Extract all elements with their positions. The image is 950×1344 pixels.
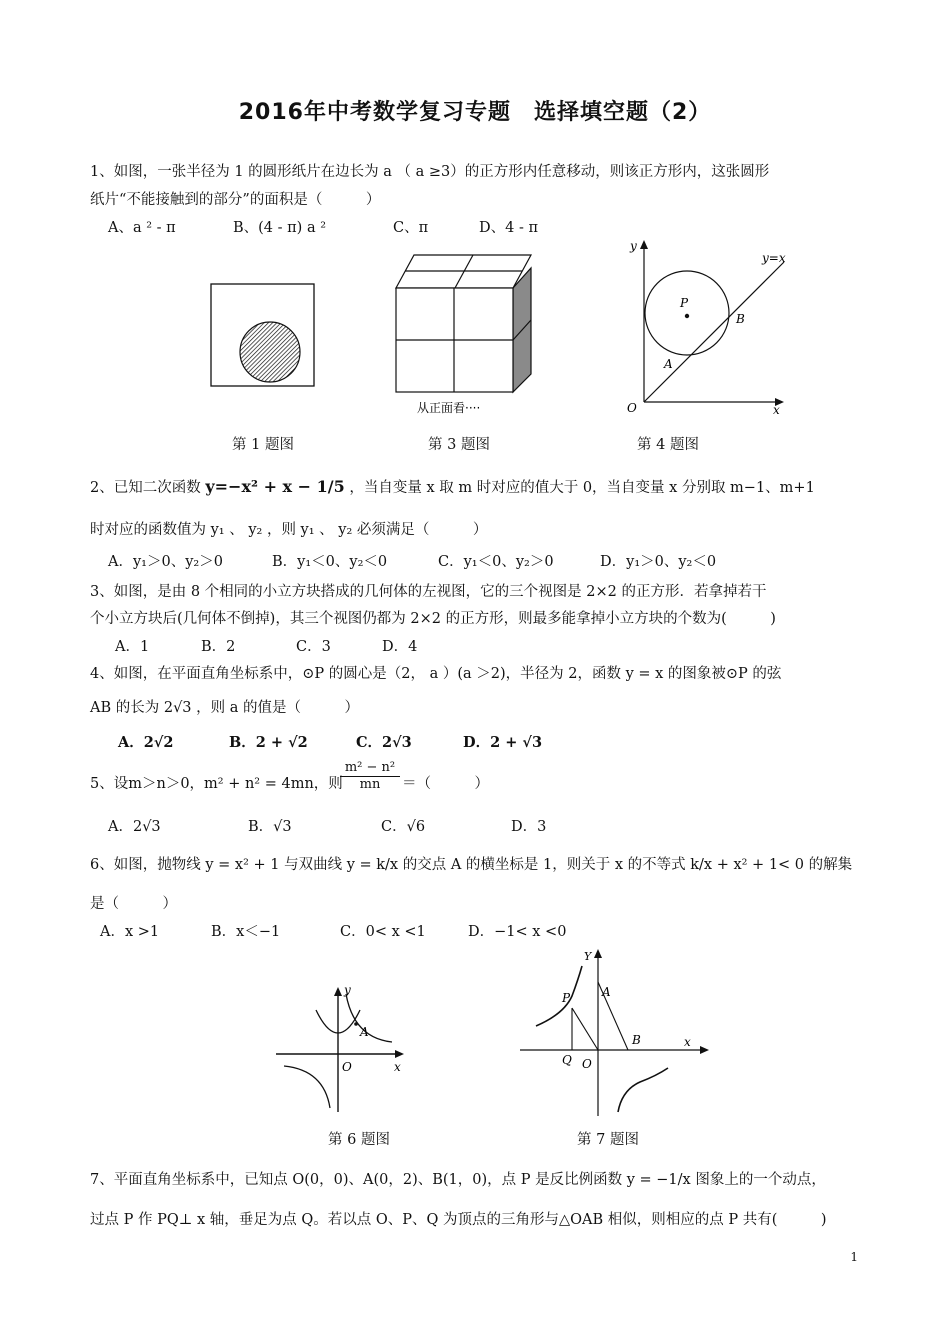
label-a: A xyxy=(360,1025,369,1039)
circle-p xyxy=(645,271,729,355)
q6-option-c: C．0< x <1 xyxy=(340,924,426,940)
point-a xyxy=(354,1022,358,1026)
q5-frac-num: m² − n² xyxy=(340,760,400,777)
q5-line1b: ＝（ ） xyxy=(402,776,489,792)
front-view-label: 从正面看···· xyxy=(417,401,481,415)
q2-formula: y=−x² + x − 1/5 xyxy=(205,477,345,496)
q6-line2: 是（ ） xyxy=(90,896,177,912)
label-y: y xyxy=(344,983,351,997)
figure-3 xyxy=(393,252,539,422)
q4-option-a: A．2√2 xyxy=(118,734,174,751)
q3-line1: 3、如图，是由 8 个相同的小立方块搭成的几何体的左视图，它的三个视图是 2×2 的正方形．若拿掉若干 xyxy=(90,584,767,600)
page-number: 1 xyxy=(850,1250,858,1264)
fig6-caption: 第 6 题图 xyxy=(328,1132,390,1148)
q2-option-b: B．y₁＜0、y₂＜0 xyxy=(272,554,388,570)
q2-option-a: A．y₁＞0、y₂＞0 xyxy=(108,554,223,570)
q4-option-c: C．2√3 xyxy=(356,734,412,751)
fig4-caption: 第 4 题图 xyxy=(637,437,699,453)
fig1-caption: 第 1 题图 xyxy=(232,437,294,453)
label-a: A xyxy=(664,357,673,371)
q2-option-c: C．y₁＜0、y₂＞0 xyxy=(438,554,554,570)
q6-option-d: D．−1< x <0 xyxy=(468,924,567,940)
figure-1 xyxy=(210,283,316,387)
label-y: y xyxy=(630,239,637,253)
line-y-eq-x xyxy=(644,262,784,402)
q5-option-d: D．3 xyxy=(511,819,547,835)
q3-option-c: C．3 xyxy=(296,639,331,655)
label-o: O xyxy=(627,401,637,415)
label-o: O xyxy=(582,1057,592,1071)
label-a: A xyxy=(602,985,611,999)
hyperbola-right xyxy=(346,994,392,1042)
q1-line1: 1、如图，一张半径为 1 的圆形纸片在边长为 a （ a ≥3）的正方形内任意移动，则该正方形内，这张圆形 xyxy=(90,164,770,180)
q2-stem-b: ，当自变量 x 取 m 时对应的值大于 0，当自变量 x 分别取 m−1、m+1 xyxy=(349,480,815,496)
q2-option-d: D．y₁＞0、y₂＜0 xyxy=(600,554,717,570)
fig7-caption: 第 7 题图 xyxy=(577,1132,639,1148)
q4-line1: 4、如图，在平面直角坐标系中，⊙P 的圆心是（2， a ）(a ＞2)，半径为 2，函数 y = x 的图象被⊙P 的弦 xyxy=(90,666,782,682)
q1-option-d: D、4 - π xyxy=(479,220,538,236)
q5-frac-den: mn xyxy=(359,777,381,792)
q4-option-b: B．2 + √2 xyxy=(229,734,308,751)
q1-line2: 纸片“不能接触到的部分”的面积是（ ） xyxy=(90,192,381,208)
q5-line1a: 5、设m＞n＞0，m² + n² = 4mn，则 xyxy=(90,776,343,792)
q1-option-c: C、π xyxy=(393,220,429,236)
label-p: P xyxy=(562,991,571,1005)
q3-option-d: D．4 xyxy=(382,639,418,655)
figure-6 xyxy=(272,980,412,1120)
fig3-caption: 第 3 题图 xyxy=(428,437,490,453)
q3-option-a: A．1 xyxy=(115,639,150,655)
label-q: Q xyxy=(562,1053,572,1067)
hyperbola-left xyxy=(284,1066,330,1108)
label-x: x xyxy=(394,1060,401,1074)
segment-po xyxy=(572,1008,598,1050)
q7-line1: 7、平面直角坐标系中，已知点 O(0，0)、A(0，2)、B(1，0)，点 P 是反比例函数 y = −1/x 图象上的一个动点， xyxy=(90,1172,826,1188)
label-b: B xyxy=(632,1033,641,1047)
label-o: O xyxy=(342,1060,352,1074)
q5-option-a: A．2√3 xyxy=(108,819,161,835)
center-p-dot xyxy=(685,314,689,318)
hyperbola-right xyxy=(618,1068,668,1112)
q3-line2: 个小立方块后(几何体不倒掉)，其三个视图仍都为 2×2 的正方形，则最多能拿掉小立方块的个数为( ) xyxy=(90,611,776,627)
q2-line2: 时对应的函数值为 y₁ 、 y₂ ，则 y₁ 、 y₂ 必须满足（ ） xyxy=(90,522,488,538)
q2-stem-a: 2、已知二次函数 xyxy=(90,480,201,496)
label-y: Y xyxy=(584,950,592,963)
figure-4 xyxy=(618,236,793,421)
q5-option-b: B．√3 xyxy=(248,819,292,835)
paper-circle xyxy=(240,322,300,382)
q5-fraction xyxy=(340,760,400,792)
q1-option-a: A、a ² - π xyxy=(108,220,176,236)
hyperbola-left xyxy=(536,966,582,1026)
label-x: x xyxy=(684,1035,691,1049)
q5-option-c: C．√6 xyxy=(381,819,426,835)
q6-option-b: B．x＜−1 xyxy=(211,924,281,940)
q3-option-b: B．2 xyxy=(201,639,236,655)
label-line: y=x xyxy=(762,251,786,265)
label-p: P xyxy=(680,296,689,310)
q4-line2: AB 的长为 2√3 ，则 a 的值是（ ） xyxy=(90,700,360,716)
q4-option-d: D．2 + √3 xyxy=(463,734,543,751)
q6-option-a: A．x >1 xyxy=(100,924,160,940)
q2-line1 xyxy=(90,476,815,497)
figure-7 xyxy=(518,940,718,1120)
label-b: B xyxy=(736,312,745,326)
label-x: x xyxy=(773,403,780,417)
q1-option-b: B、(4 - π) a ² xyxy=(233,220,327,236)
q7-line2: 过点 P 作 PQ⊥ x 轴，垂足为点 Q。若以点 O、P、Q 为顶点的三角形与△OAB 相似，则相应的点 P 共有( ) xyxy=(90,1212,827,1228)
q6-line1: 6、如图，抛物线 y = x² + 1 与双曲线 y = k/x 的交点 A 的横坐标是 1，则关于 x 的不等式 k/x + x² + 1< 0 的解集 xyxy=(90,857,853,873)
page-title: 2016年中考数学复习专题 选择填空题（2） xyxy=(238,100,712,125)
